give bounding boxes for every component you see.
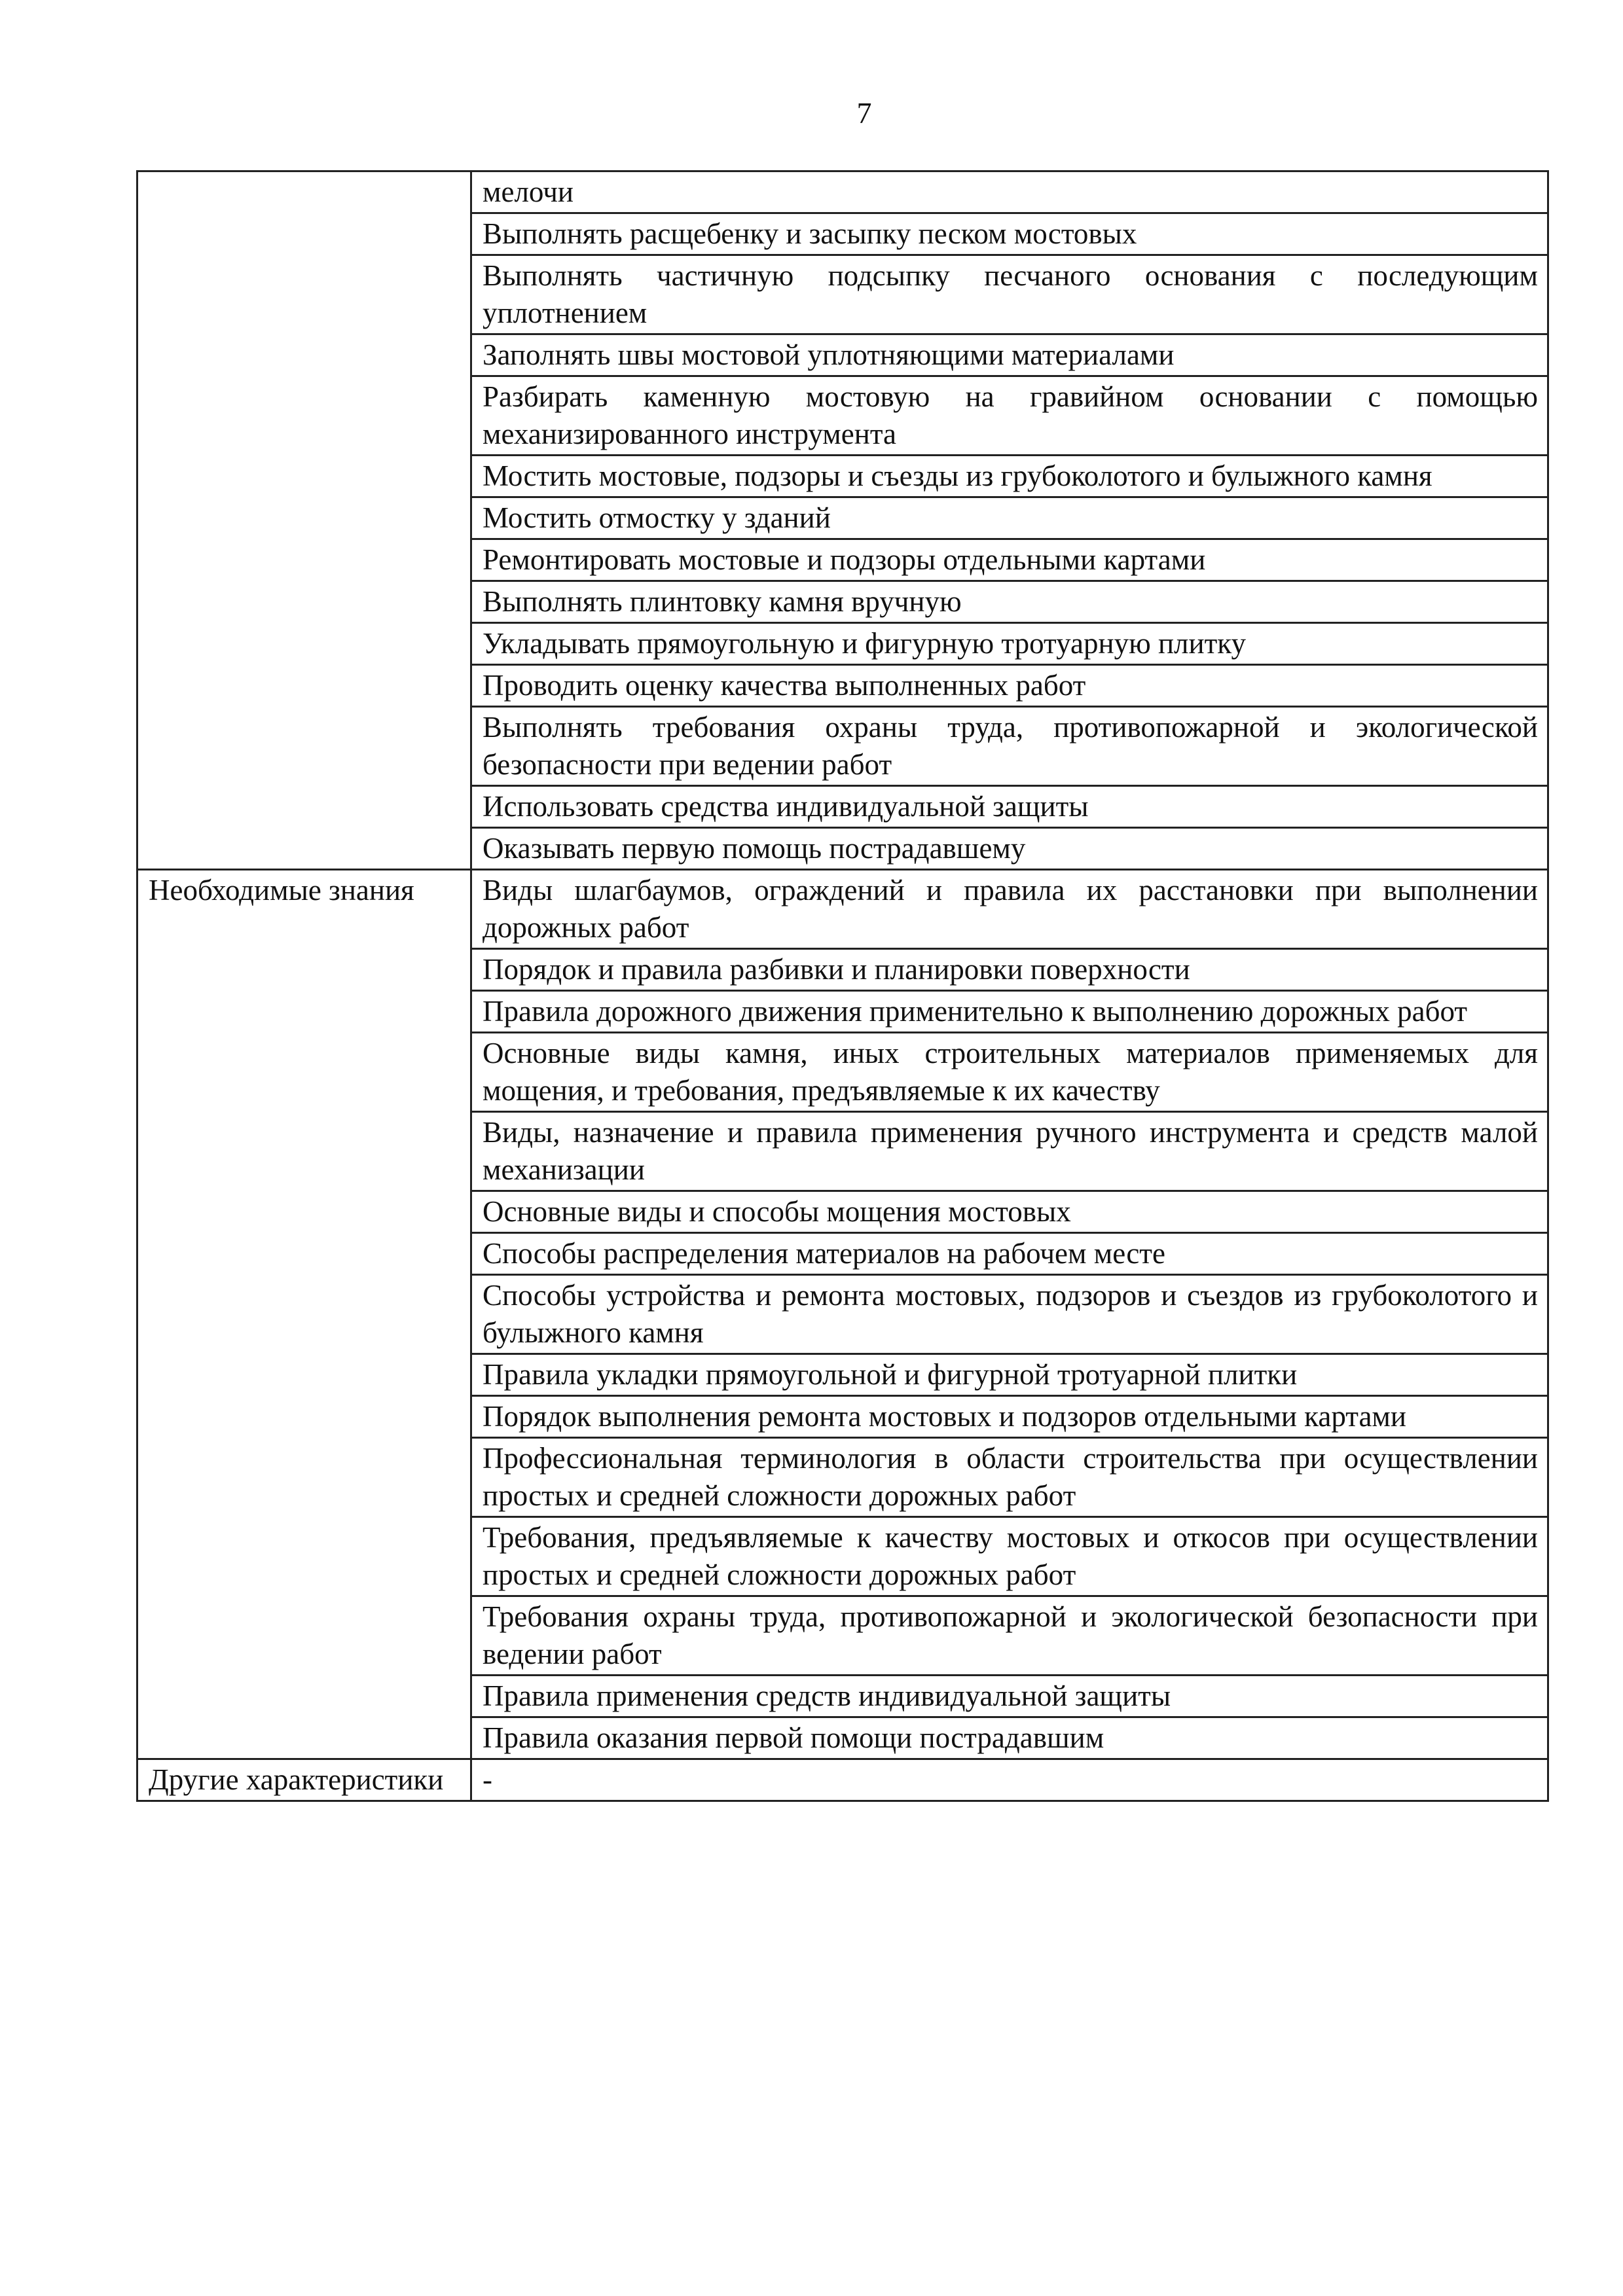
table-row: [137, 870, 1548, 949]
skill-item: Мостить мостовые, подзоры и съезды из грубоколотого и булыжного камня: [471, 456, 1548, 497]
skill-item: Мостить отмостку у зданий: [471, 497, 1548, 539]
knowledge-label: Необходимые знания: [137, 870, 471, 1759]
competency-table: [136, 170, 1549, 1802]
knowledge-item: Способы устройства и ремонта мостовых, подзоров и съездов из грубоколотого и булыжного камня: [471, 1275, 1548, 1354]
skill-item: мелочи: [471, 171, 1548, 213]
knowledge-item: Основные виды и способы мощения мостовых: [471, 1191, 1548, 1233]
skill-item: Укладывать прямоугольную и фигурную тротуарную плитку: [471, 623, 1548, 665]
knowledge-item: Правила укладки прямоугольной и фигурной тротуарной плитки: [471, 1354, 1548, 1396]
knowledge-item: Правила применения средств индивидуальной защиты: [471, 1676, 1548, 1717]
table-row: [137, 1759, 1548, 1801]
table-row: [137, 171, 1548, 213]
skills-label-cell: [137, 171, 471, 870]
knowledge-item: Требования, предъявляемые к качеству мостовых и откосов при осуществлении простых и средней сложности дорожных работ: [471, 1517, 1548, 1596]
skill-item: Оказывать первую помощь пострадавшему: [471, 828, 1548, 870]
skill-item: Выполнять расщебенку и засыпку песком мостовых: [471, 213, 1548, 255]
skill-item: Проводить оценку качества выполненных работ: [471, 665, 1548, 707]
knowledge-item: Требования охраны труда, противопожарной и экологической безопасности при ведении работ: [471, 1596, 1548, 1676]
skill-item: Ремонтировать мостовые и подзоры отдельными картами: [471, 539, 1548, 581]
knowledge-item: Профессиональная терминология в области строительства при осуществлении простых и средней сложности дорожных работ: [471, 1438, 1548, 1517]
other-characteristics-label: Другие характеристики: [137, 1759, 471, 1801]
knowledge-item: Способы распределения материалов на рабочем месте: [471, 1233, 1548, 1275]
skill-item: Разбирать каменную мостовую на гравийном основании с помощью механизированного инструмента: [471, 376, 1548, 456]
knowledge-item: Основные виды камня, иных строительных материалов применяемых для мощения, и требования, предъявляемые к их качеству: [471, 1033, 1548, 1112]
knowledge-item: Порядок выполнения ремонта мостовых и подзоров отдельными картами: [471, 1396, 1548, 1438]
knowledge-item: Виды шлагбаумов, ограждений и правила их расстановки при выполнении дорожных работ: [471, 870, 1548, 949]
skill-item: Заполнять швы мостовой уплотняющими материалами: [471, 334, 1548, 376]
skill-item: Выполнять плинтовку камня вручную: [471, 581, 1548, 623]
other-characteristics-value: [471, 1759, 1548, 1801]
knowledge-item: Правила оказания первой помощи пострадавшим: [471, 1717, 1548, 1759]
page-number: 7: [856, 96, 872, 130]
knowledge-item: Правила дорожного движения применительно к выполнению дорожных работ: [471, 991, 1548, 1033]
other-characteristics-dash: -: [483, 1763, 492, 1796]
skill-item: Выполнять частичную подсыпку песчаного основания с последующим уплотнением: [471, 255, 1548, 334]
skill-item: Выполнять требования охраны труда, противопожарной и экологической безопасности при ведении работ: [471, 707, 1548, 786]
knowledge-item: Виды, назначение и правила применения ручного инструмента и средств малой механизации: [471, 1112, 1548, 1191]
skill-item: Использовать средства индивидуальной защиты: [471, 786, 1548, 828]
knowledge-item: Порядок и правила разбивки и планировки поверхности: [471, 949, 1548, 991]
